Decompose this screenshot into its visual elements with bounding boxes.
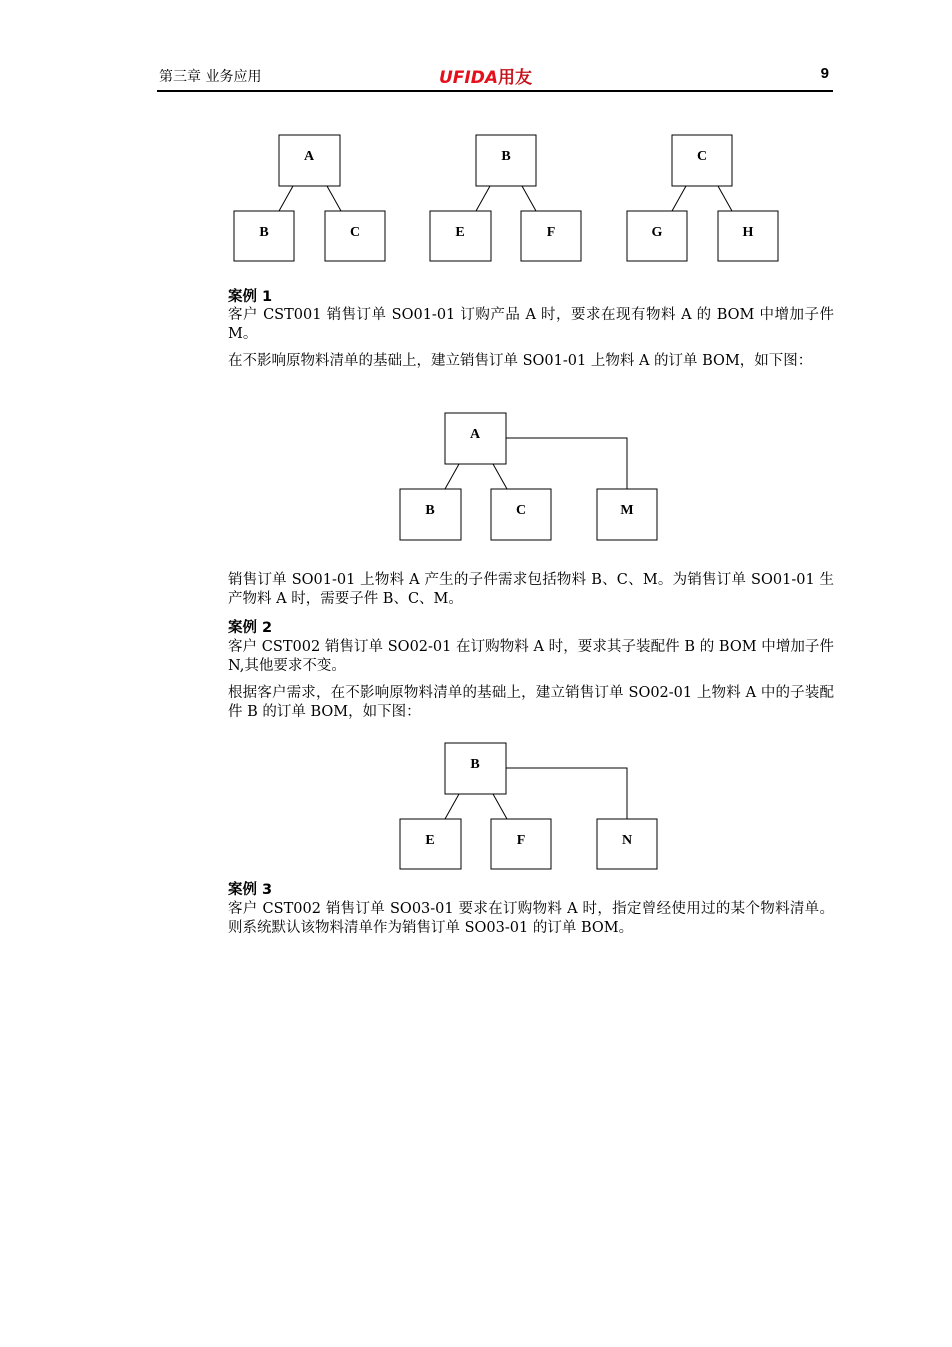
case1-child2-label: C (515, 503, 527, 518)
case1-added-label: M (620, 503, 634, 518)
case1-heading: 案例 1 (228, 289, 273, 305)
tree3-parent-label: C (696, 149, 708, 164)
tree2-parent-label: B (501, 149, 511, 164)
case2-added-label: N (621, 833, 633, 848)
tree2-child2-label: F (546, 225, 556, 240)
case2-paragraph-2: 根据客户需求，在不影响原物料清单的基础上，建立销售订单 SO02-01 上物料 A 中的子装配件 B 的订单 BOM，如下图： (228, 685, 834, 720)
case1-parent-label: A (469, 427, 481, 442)
case1-order-bom-diagram (0, 408, 952, 548)
case2-parent-label: B (470, 757, 480, 772)
case3-heading: 案例 3 (228, 882, 273, 898)
bom-trees-diagram (0, 130, 952, 270)
chapter-title: 第三章 业务应用 (159, 69, 262, 85)
ufida-logo (439, 63, 532, 88)
tree1-child1-label: B (259, 225, 269, 240)
case1-paragraph-2: 在不影响原物料清单的基础上，建立销售订单 SO01-01 上物料 A 的订单 BOM，如下图： (228, 353, 813, 369)
page-header (157, 62, 833, 92)
case2-order-bom-diagram (0, 738, 952, 876)
case2-child1-label: E (425, 833, 435, 848)
tree1-parent-label: A (303, 149, 315, 164)
case3-paragraph-1: 客户 CST002 销售订单 SO03-01 要求在订购物料 A 时，指定曾经使用过的某个物料清单。则系统默认该物料清单作为销售订单 SO03-01 的订单 BOM。 (228, 901, 834, 936)
case2-heading: 案例 2 (228, 620, 273, 636)
case1-paragraph-1: 客户 CST001 销售订单 SO01-01 订购产品 A 时，要求在现有物料 A 的 BOM 中增加子件 M。 (228, 307, 834, 342)
case2-child2-label: F (516, 833, 526, 848)
logo-brand: UFIDA (439, 68, 499, 88)
page-number: 9 (820, 65, 829, 82)
tree1-child2-label: C (349, 225, 361, 240)
tree3-child1-label: G (651, 225, 663, 240)
tree2-child1-label: E (455, 225, 465, 240)
case1-child1-label: B (425, 503, 435, 518)
case1-paragraph-3: 销售订单 SO01-01 上物料 A 产生的子件需求包括物料 B、C、M。为销售订单 SO01-01 生产物料 A 时，需要子件 B、C、M。 (228, 572, 834, 607)
tree3-child2-label: H (742, 225, 754, 240)
case2-paragraph-1: 客户 CST002 销售订单 SO02-01 在订购物料 A 时，要求其子装配件 B 的 BOM 中增加子件 N,其他要求不变。 (228, 639, 834, 674)
logo-cn: 用友 (498, 68, 533, 88)
